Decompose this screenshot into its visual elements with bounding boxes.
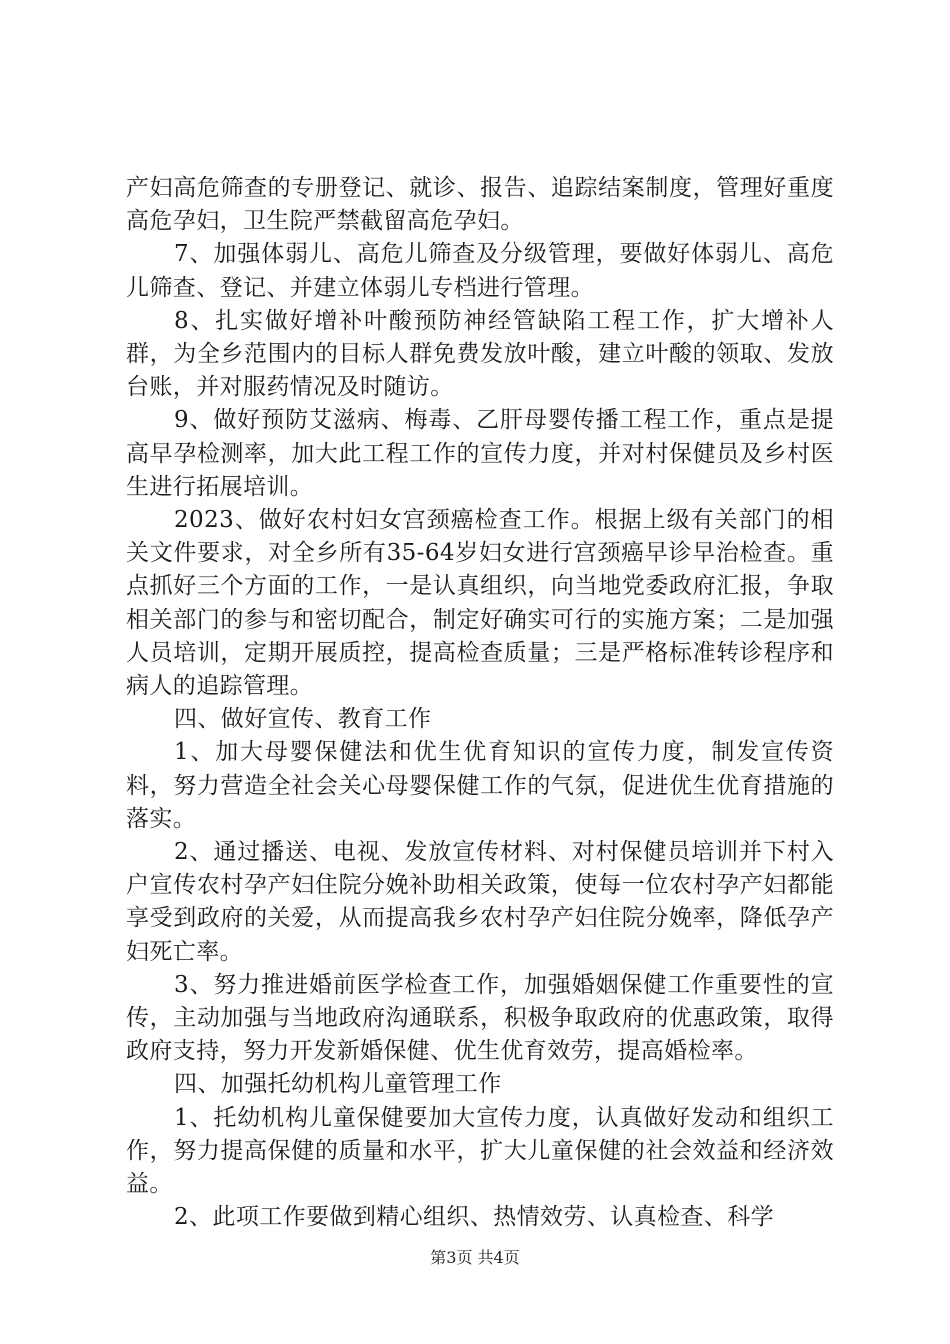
page-footer (0, 1245, 950, 1268)
section-heading: 四、加强托幼机构儿童管理工作 (174, 1071, 502, 1098)
paragraph: 8、扎实做好增补叶酸预防神经管缺陷工程工作，扩大增补人群，为全乡范围内的目标人群免费发放叶酸，建立叶酸的领取、发放台账，并对服药情况及时随访。 (126, 307, 834, 401)
paragraph: 7、加强体弱儿、高危儿筛查及分级管理，要做好体弱儿、高危儿筛查、登记、并建立体弱儿专档进行管理。 (126, 241, 834, 301)
paragraph: 产妇高危筛查的专册登记、就诊、报告、追踪结案制度，管理好重度高危孕妇，卫生院严禁截留高危孕妇。 (126, 175, 834, 235)
paragraph: 2023、做好农村妇女宫颈癌检查工作。根据上级有关部门的相关文件要求，对全乡所有35-64岁妇女进行宫颈癌早诊早治检查。重点抓好三个方面的工作，一是认真组织，向当地党委政府汇报，争取相关部门的参与和密切配合，制定好确实可行的实施方案；二是加强人员培训，定期开展质控，提高检查质量；三是严格标准转诊程序和病人的追踪管理。 (126, 507, 834, 700)
paragraph: 3、努力推进婚前医学检查工作，加强婚姻保健工作重要性的宣传，主动加强与当地政府沟通联系，积极争取政府的优惠政策，取得政府支持，努力开发新婚保健、优生优育效劳，提高婚检率。 (126, 971, 834, 1065)
paragraph: 1、加大母婴保健法和优生优育知识的宣传力度，制发宣传资料，努力营造全社会关心母婴保健工作的气氛，促进优生优育措施的落实。 (126, 739, 834, 832)
document-body (126, 172, 834, 1235)
paragraph: 2、通过播送、电视、发放宣传材料、对村保健员培训并下村入户宣传农村孕产妇住院分娩补助相关政策，使每一位农村孕产妇都能享受到政府的关爱，从而提高我乡农村孕产妇住院分娩率，降低孕产妇死亡率。 (126, 839, 834, 965)
paragraph: 1、托幼机构儿童保健要加大宣传力度，认真做好发动和组织工作，努力提高保健的质量和水平，扩大儿童保健的社会效益和经济效益。 (126, 1104, 834, 1198)
paragraph: 9、做好预防艾滋病、梅毒、乙肝母婴传播工程工作，重点是提高早孕检测率，加大此工程工作的宣传力度，并对村保健员及乡村医生进行拓展培训。 (126, 407, 834, 500)
paragraph: 2、此项工作要做到精心组织、热情效劳、认真检查、科学 (174, 1204, 775, 1231)
section-heading: 四、做好宣传、教育工作 (174, 706, 432, 733)
page-number: 第3页 共4页 (430, 1248, 520, 1267)
